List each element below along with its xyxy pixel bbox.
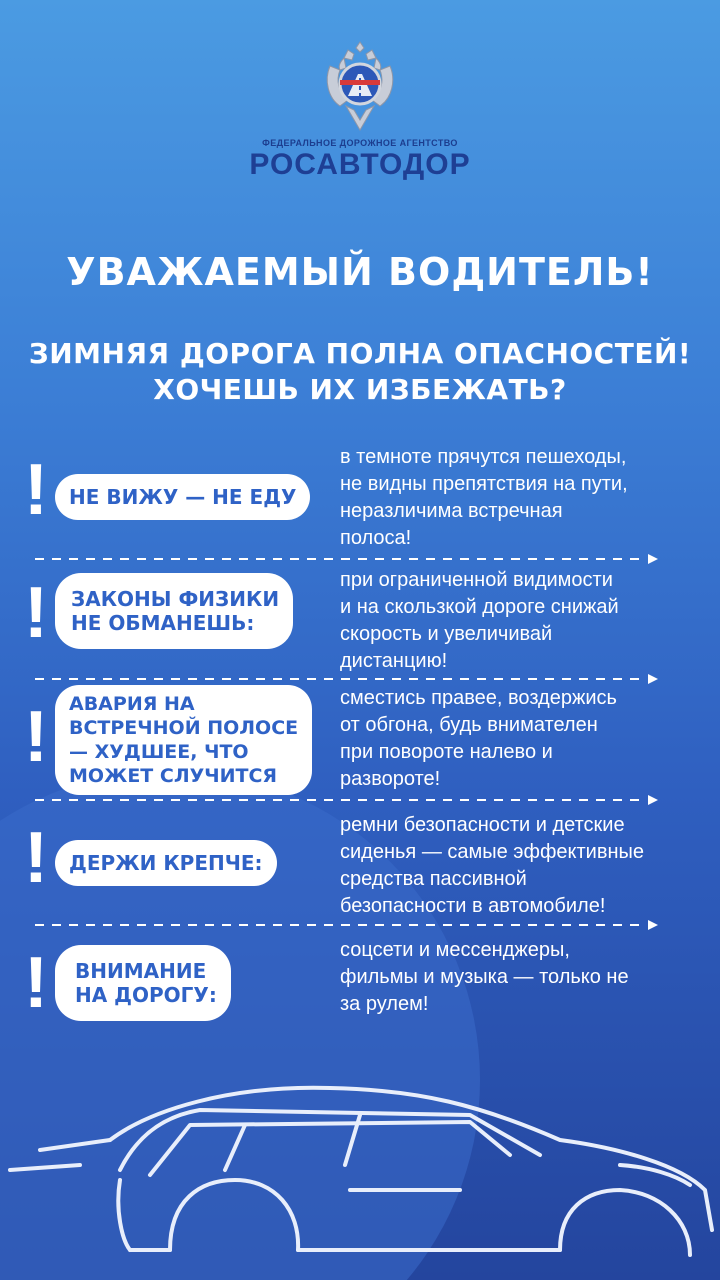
tip-label-line: ВНИМАНИЕ [75, 959, 207, 983]
exclamation-icon: ! [24, 697, 48, 777]
tip-text-line: полоса! [340, 527, 412, 549]
tip-text-line: при ограниченной видимости [340, 569, 613, 591]
tip-label-line: НЕ ВИЖУ — НЕ ЕДУ [69, 485, 297, 509]
tip-text-line: от обгона, будь внимателен [340, 714, 598, 736]
tip-label-5 [55, 945, 231, 1021]
tip-text-line: скорость и увеличивай [340, 623, 553, 645]
tip-text-line: и на скользкой дороге снижай [340, 596, 619, 618]
tip-label-line: ВСТРЕЧНОЙ ПОЛОСЕ [69, 717, 299, 739]
tip-text-5 [340, 937, 710, 1018]
tip-label-2 [55, 573, 293, 649]
tip-text-line: фильмы и музыка — только не [340, 966, 629, 988]
dashed-divider [35, 672, 660, 686]
tip-label-line: МОЖЕТ СЛУЧИТСЯ [69, 765, 278, 787]
tip-text-line: неразличима встречная [340, 500, 563, 522]
subtitle-line-2: ХОЧЕШЬ ИХ ИЗБЕЖАТЬ? [153, 373, 567, 406]
tip-text-4 [340, 812, 710, 920]
tip-text-line: развороте! [340, 768, 441, 790]
tip-text-line: соцсети и мессенджеры, [340, 939, 570, 961]
tip-text-1 [340, 444, 710, 552]
dashed-divider [35, 918, 660, 932]
tip-text-line: в темноте прячутся пешеходы, [340, 446, 627, 468]
page-subtitle [0, 336, 720, 408]
tip-label-4 [55, 840, 277, 886]
tip-text-3 [340, 685, 710, 793]
tip-text-line: средства пассивной [340, 868, 527, 890]
tip-label-line: АВАРИЯ НА [69, 693, 195, 715]
tip-text-line: безопасности в автомобиле! [340, 895, 606, 917]
double-headed-eagle-icon [322, 40, 398, 132]
tip-text-line: сиденья — самые эффективные [340, 841, 645, 863]
tip-text-line: не видны препятствия на пути, [340, 473, 628, 495]
dashed-divider [35, 793, 660, 807]
tip-text-line: при повороте налево и [340, 741, 553, 763]
tip-text-line: ремни безопасности и детские [340, 814, 625, 836]
exclamation-icon: ! [24, 573, 48, 653]
tip-text-2 [340, 567, 710, 675]
tip-label-line: ДЕРЖИ КРЕПЧЕ: [69, 851, 263, 875]
subtitle-line-1: ЗИМНЯЯ ДОРОГА ПОЛНА ОПАСНОСТЕЙ! [28, 337, 692, 370]
exclamation-icon: ! [24, 450, 48, 530]
tip-label-line: НА ДОРОГУ: [75, 983, 217, 1007]
tip-label-3 [55, 685, 312, 795]
tip-label-line: НЕ ОБМАНЕШЬ: [71, 611, 255, 635]
brand-name: РОСАВТОДОР [249, 148, 471, 181]
agency-label: ФЕДЕРАЛЬНОЕ ДОРОЖНОЕ АГЕНТСТВО [262, 138, 458, 148]
exclamation-icon: ! [24, 818, 48, 898]
tip-label-line: — ХУДШЕЕ, ЧТО [69, 741, 249, 763]
dashed-divider [35, 552, 660, 566]
tip-label-1 [55, 474, 310, 520]
exclamation-icon: ! [24, 943, 48, 1023]
tip-text-line: за рулем! [340, 993, 429, 1015]
tip-label-line: ЗАКОНЫ ФИЗИКИ [71, 587, 280, 611]
logo [0, 40, 720, 182]
car-outline-icon [0, 1070, 720, 1280]
tip-text-line: сместись правее, воздержись [340, 687, 617, 709]
page-title: УВАЖАЕМЫЙ ВОДИТЕЛЬ! [66, 250, 654, 294]
tip-text-line: дистанцию! [340, 650, 448, 672]
